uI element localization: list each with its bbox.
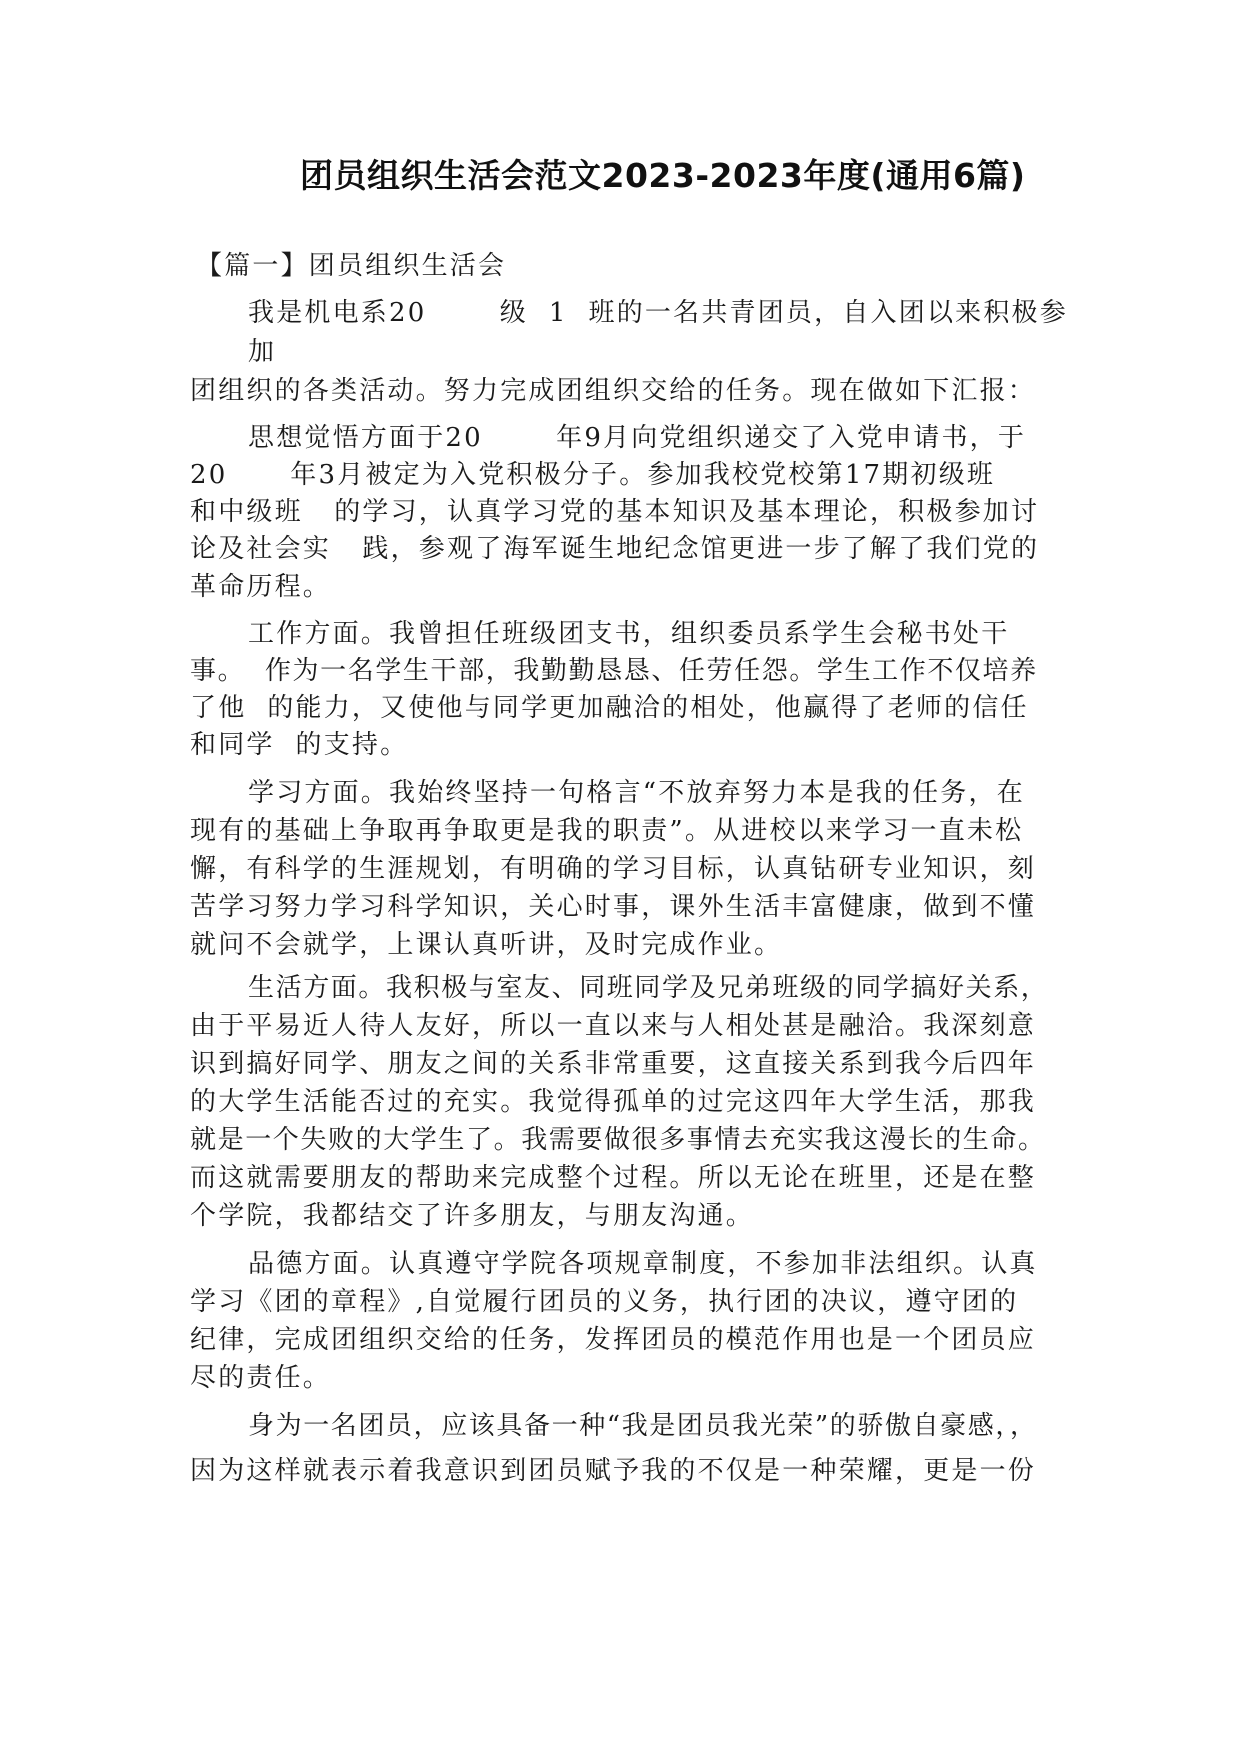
paragraph-line: 思想觉悟方面于20 年9月向党组织递交了入党申请书，于 bbox=[248, 423, 1027, 453]
paragraph-line: 因为这样就表示着我意识到团员赋予我的不仅是一种荣耀，更是一份 bbox=[190, 1456, 1037, 1486]
paragraph-line: 现有的基础上争取再争取更是我的职责”。从进校以来学习一直未松 bbox=[190, 816, 1024, 846]
paragraph-line: 身为一名团员，应该具备一种“我是团员我光荣”的骄傲自豪感，， bbox=[248, 1411, 1038, 1441]
paragraph-line: 品德方面。认真遵守学院各项规章制度，不参加非法组织。认真 bbox=[248, 1249, 1038, 1279]
paragraph-line: 由于平易近人待人友好，所以一直以来与人相处甚是融洽。我深刻意 bbox=[190, 1011, 1037, 1041]
paragraph-line: 懈，有科学的生涯规划，有明确的学习目标，认真钻研专业知识，刻 bbox=[190, 854, 1037, 884]
section-heading: 【篇一】团员组织生活会 bbox=[196, 251, 507, 281]
paragraph-line: 团组织的各类活动。努力完成团组织交给的任务。现在做如下汇报： bbox=[190, 376, 1037, 406]
document-title: 团员组织生活会范文2023-2023年度(通用6篇) bbox=[300, 156, 1026, 195]
paragraph-line: 事。 作为一名学生干部，我勤勤恳恳、任劳任怨。学生工作不仅培养 bbox=[190, 656, 1038, 686]
paragraph-line: 就问不会就学，上课认真听讲，及时完成作业。 bbox=[190, 930, 783, 960]
paragraph-line: 生活方面。我积极与室友、同班同学及兄弟班级的同学搞好关系， bbox=[248, 973, 1049, 1003]
paragraph-line: 和中级班 的学习，认真学习党的基本知识及基本理论，积极参加讨 bbox=[190, 497, 1040, 527]
paragraph-line: 苦学习努力学习科学知识，关心时事，课外生活丰富健康，做到不懂 bbox=[190, 892, 1037, 922]
paragraph-line: 学习《团的章程》,自觉履行团员的义务，执行团的决议，遵守团的 bbox=[190, 1287, 1019, 1317]
paragraph-line: 的大学生活能否过的充实。我觉得孤单的过完这四年大学生活，那我 bbox=[190, 1087, 1037, 1117]
paragraph-line: 革命历程。 bbox=[190, 572, 332, 602]
paragraph-line: 和同学 的支持。 bbox=[190, 730, 409, 760]
paragraph-line: 工作方面。我曾担任班级团支书，组织委员系学生会秘书处干 bbox=[248, 619, 1010, 649]
paragraph-line: 20 年3月被定为入党积极分子。参加我校党校第17期初级班 bbox=[190, 460, 996, 490]
paragraph-line: 个学院，我都结交了许多朋友，与朋友沟通。 bbox=[190, 1201, 755, 1231]
paragraph-line: 尽的责任。 bbox=[190, 1363, 332, 1393]
paragraph-line: 加 bbox=[248, 337, 277, 367]
paragraph-line: 识到搞好同学、朋友之间的关系非常重要，这直接关系到我今后四年 bbox=[190, 1049, 1037, 1079]
paragraph-line: 学习方面。我始终坚持一句格言“不放弃努力本是我的任务，在 bbox=[248, 778, 1025, 808]
paragraph-line: 了他 的能力，又使他与同学更加融洽的相处，他赢得了老师的信任 bbox=[190, 693, 1029, 723]
paragraph-line: 就是一个失败的大学生了。我需要做很多事情去充实我这漫长的生命。 bbox=[190, 1125, 1046, 1155]
paragraph-line: 论及社会实 践，参观了海军诞生地纪念馆更进一步了解了我们党的 bbox=[190, 534, 1040, 564]
paragraph-line: 而这就需要朋友的帮助来完成整个过程。所以无论在班里，还是在整 bbox=[190, 1163, 1037, 1193]
paragraph-line: 纪律，完成团组织交给的任务，发挥团员的模范作用也是一个团员应 bbox=[190, 1325, 1037, 1355]
paragraph-line: 我是机电系20 级 1 班的一名共青团员，自入团以来积极参 bbox=[248, 298, 1068, 328]
